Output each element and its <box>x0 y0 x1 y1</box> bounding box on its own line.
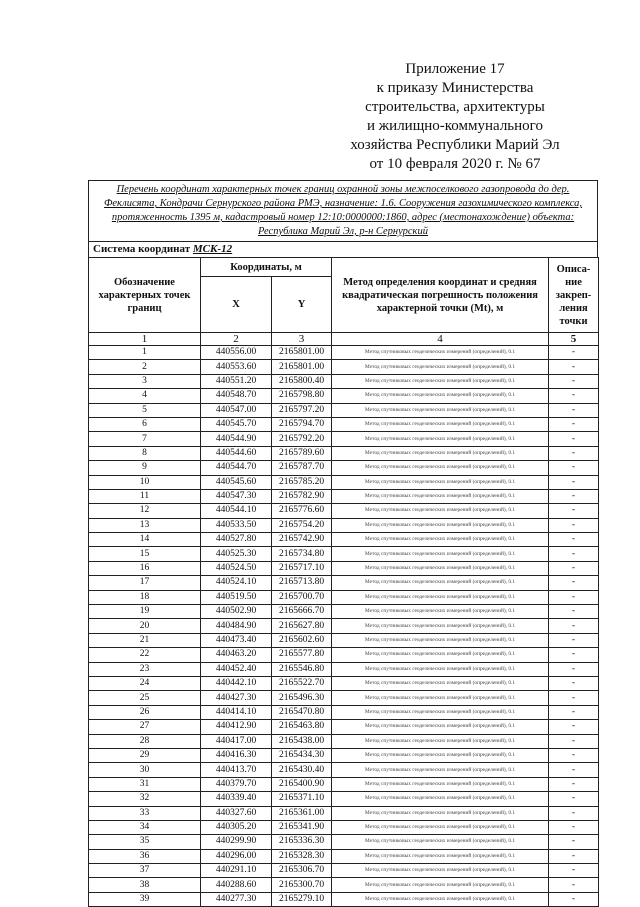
method-cell: Метод спутниковых геодезических измерений (определений), 0.1 <box>332 360 549 374</box>
point-number: 2 <box>89 360 201 374</box>
method-cell: Метод спутниковых геодезических измерений (определений), 0.1 <box>332 403 549 417</box>
point-number: 21 <box>89 633 201 647</box>
column-number: 3 <box>272 333 332 346</box>
table-row <box>89 662 599 676</box>
coordinate-y: 2165787.70 <box>272 461 332 475</box>
method-cell: Метод спутниковых геодезических измерений (определений), 0.1 <box>332 763 549 777</box>
point-number: 10 <box>89 475 201 489</box>
point-number: 27 <box>89 720 201 734</box>
point-number: 22 <box>89 648 201 662</box>
point-number: 38 <box>89 878 201 892</box>
coordinate-x: 440296.00 <box>201 849 272 863</box>
fixing-cell: - <box>549 590 599 604</box>
method-cell: Метод спутниковых геодезических измерений (определений), 0.1 <box>332 691 549 705</box>
coordinates-table <box>88 257 599 907</box>
appendix-line: хозяйства Республики Марий Эл <box>350 137 560 153</box>
point-number: 37 <box>89 864 201 878</box>
fixing-cell: - <box>549 763 599 777</box>
fixing-cell: - <box>549 633 599 647</box>
coordinate-x: 440551.20 <box>201 374 272 388</box>
coordinate-y: 2165361.00 <box>272 806 332 820</box>
header-fixing: Описа-ние закреп-ления точки <box>549 258 599 333</box>
method-cell: Метод спутниковых геодезических измерений (определений), 0.1 <box>332 619 549 633</box>
coordinate-y: 2165328.30 <box>272 849 332 863</box>
method-cell: Метод спутниковых геодезических измерений (определений), 0.1 <box>332 705 549 719</box>
table-row <box>89 360 599 374</box>
header-method: Метод определения координат и средняя квадратическая погрешность положения характерной точки (Mt), м <box>332 258 549 333</box>
table-row <box>89 763 599 777</box>
coordinate-x: 440525.30 <box>201 547 272 561</box>
coordinate-y: 2165430.40 <box>272 763 332 777</box>
header-y: Y <box>272 277 332 333</box>
method-cell: Метод спутниковых геодезических измерений (определений), 0.1 <box>332 792 549 806</box>
point-number: 9 <box>89 461 201 475</box>
method-cell: Метод спутниковых геодезических измерений (определений), 0.1 <box>332 533 549 547</box>
coordinate-y: 2165789.60 <box>272 446 332 460</box>
coordinate-x: 440548.70 <box>201 389 272 403</box>
coordinate-x: 440305.20 <box>201 820 272 834</box>
method-cell: Метод спутниковых геодезических измерений (определений), 0.1 <box>332 547 549 561</box>
point-number: 35 <box>89 835 201 849</box>
fixing-cell: - <box>549 792 599 806</box>
appendix-line: Приложение 17 <box>405 61 505 77</box>
table-row <box>89 518 599 532</box>
method-cell: Метод спутниковых геодезических измерений (определений), 0.1 <box>332 605 549 619</box>
coordinate-y: 2165800.40 <box>272 374 332 388</box>
method-cell: Метод спутниковых геодезических измерений (определений), 0.1 <box>332 446 549 460</box>
coordinate-x: 440442.10 <box>201 676 272 690</box>
fixing-cell: - <box>549 360 599 374</box>
fixing-cell: - <box>549 504 599 518</box>
fixing-cell: - <box>549 561 599 575</box>
method-cell: Метод спутниковых геодезических измерений (определений), 0.1 <box>332 489 549 503</box>
fixing-cell: - <box>549 691 599 705</box>
table-row <box>89 389 599 403</box>
table-row <box>89 403 599 417</box>
fixing-cell: - <box>549 849 599 863</box>
table-row <box>89 720 599 734</box>
method-cell: Метод спутниковых геодезических измерений (определений), 0.1 <box>332 576 549 590</box>
method-cell: Метод спутниковых геодезических измерений (определений), 0.1 <box>332 849 549 863</box>
point-number: 30 <box>89 763 201 777</box>
method-cell: Метод спутниковых геодезических измерений (определений), 0.1 <box>332 461 549 475</box>
coordinate-x: 440339.40 <box>201 792 272 806</box>
point-number: 6 <box>89 417 201 431</box>
table-row <box>89 864 599 878</box>
method-cell: Метод спутниковых геодезических измерений (определений), 0.1 <box>332 748 549 762</box>
fixing-cell: - <box>549 518 599 532</box>
coordinate-system <box>88 241 598 257</box>
fixing-cell: - <box>549 864 599 878</box>
point-number: 4 <box>89 389 201 403</box>
fixing-cell: - <box>549 489 599 503</box>
coordinate-x: 440299.90 <box>201 835 272 849</box>
fixing-cell: - <box>549 892 599 906</box>
fixing-cell: - <box>549 878 599 892</box>
method-cell: Метод спутниковых геодезических измерений (определений), 0.1 <box>332 676 549 690</box>
table-row <box>89 705 599 719</box>
table-row <box>89 417 599 431</box>
point-number: 31 <box>89 777 201 791</box>
coordinates-document <box>88 180 598 907</box>
method-cell: Метод спутниковых геодезических измерений (определений), 0.1 <box>332 389 549 403</box>
coordinate-y: 2165336.30 <box>272 835 332 849</box>
table-row <box>89 605 599 619</box>
coordinate-x: 440524.10 <box>201 576 272 590</box>
method-cell: Метод спутниковых геодезических измерений (определений), 0.1 <box>332 417 549 431</box>
coordinate-x: 440519.50 <box>201 590 272 604</box>
coordinate-y: 2165742.90 <box>272 533 332 547</box>
fixing-cell: - <box>549 820 599 834</box>
coordinate-y: 2165602.60 <box>272 633 332 647</box>
method-cell: Метод спутниковых геодезических измерений (определений), 0.1 <box>332 820 549 834</box>
appendix-header <box>330 60 580 174</box>
table-row <box>89 820 599 834</box>
coordinate-y: 2165300.70 <box>272 878 332 892</box>
column-number-row <box>89 333 599 346</box>
table-row <box>89 561 599 575</box>
method-cell: Метод спутниковых геодезических измерений (определений), 0.1 <box>332 346 549 360</box>
fixing-cell: - <box>549 403 599 417</box>
fixing-cell: - <box>549 648 599 662</box>
coordinate-x: 440545.70 <box>201 417 272 431</box>
point-number: 36 <box>89 849 201 863</box>
coordinate-x: 440291.10 <box>201 864 272 878</box>
point-number: 12 <box>89 504 201 518</box>
fixing-cell: - <box>549 446 599 460</box>
fixing-cell: - <box>549 720 599 734</box>
coordinate-y: 2165801.00 <box>272 346 332 360</box>
fixing-cell: - <box>549 619 599 633</box>
coordinate-x: 440417.00 <box>201 734 272 748</box>
coordinate-y: 2165792.20 <box>272 432 332 446</box>
table-row <box>89 346 599 360</box>
fixing-cell: - <box>549 705 599 719</box>
fixing-cell: - <box>549 547 599 561</box>
coordinate-x: 440463.20 <box>201 648 272 662</box>
fixing-cell: - <box>549 389 599 403</box>
coordinate-y: 2165400.90 <box>272 777 332 791</box>
table-row <box>89 633 599 647</box>
point-number: 24 <box>89 676 201 690</box>
table-row <box>89 446 599 460</box>
coordinate-y: 2165798.80 <box>272 389 332 403</box>
coordinate-x: 440544.10 <box>201 504 272 518</box>
point-number: 17 <box>89 576 201 590</box>
point-number: 16 <box>89 561 201 575</box>
coordinate-y: 2165627.80 <box>272 619 332 633</box>
coordinate-y: 2165463.80 <box>272 720 332 734</box>
appendix-line: к приказу Министерства <box>376 80 534 96</box>
fixing-cell: - <box>549 432 599 446</box>
point-number: 15 <box>89 547 201 561</box>
point-number: 11 <box>89 489 201 503</box>
coordinate-x: 440556.00 <box>201 346 272 360</box>
coordinate-y: 2165546.80 <box>272 662 332 676</box>
point-number: 29 <box>89 748 201 762</box>
coordinate-x: 440413.70 <box>201 763 272 777</box>
point-number: 23 <box>89 662 201 676</box>
fixing-cell: - <box>549 806 599 820</box>
coordinate-y: 2165713.80 <box>272 576 332 590</box>
method-cell: Метод спутниковых геодезических измерений (определений), 0.1 <box>332 590 549 604</box>
coordinate-x: 440427.30 <box>201 691 272 705</box>
coordinate-y: 2165577.80 <box>272 648 332 662</box>
table-row <box>89 748 599 762</box>
point-number: 28 <box>89 734 201 748</box>
method-cell: Метод спутниковых геодезических измерений (определений), 0.1 <box>332 633 549 647</box>
point-number: 39 <box>89 892 201 906</box>
coordinate-system-value: МСК-12 <box>192 243 233 255</box>
coordinate-y: 2165371.10 <box>272 792 332 806</box>
table-row <box>89 461 599 475</box>
table-row <box>89 892 599 906</box>
method-cell: Метод спутниковых геодезических измерений (определений), 0.1 <box>332 504 549 518</box>
point-number: 33 <box>89 806 201 820</box>
object-description: Перечень координат характерных точек границ охранной зоны межпоселкового газопровода до дер. Феклисята, Кондрачи Сернурского района РМЭ, назначение: 1.6. Сооружения газохимического комплекса, протяженность 1395 м, кадастровый номер 12:10:0000000:1860, адрес (местонахождение) объекта: Республика Марий Эл, р-н Сернурский <box>88 180 598 241</box>
point-number: 19 <box>89 605 201 619</box>
coordinate-x: 440524.50 <box>201 561 272 575</box>
table-row <box>89 792 599 806</box>
table-row <box>89 835 599 849</box>
table-row <box>89 590 599 604</box>
table-row <box>89 734 599 748</box>
coordinate-x: 440502.90 <box>201 605 272 619</box>
coordinate-system-label: Система координат <box>93 243 191 255</box>
table-row <box>89 475 599 489</box>
appendix-line: от 10 февраля 2020 г. № 67 <box>369 156 541 172</box>
coordinate-y: 2165306.70 <box>272 864 332 878</box>
method-cell: Метод спутниковых геодезических измерений (определений), 0.1 <box>332 835 549 849</box>
table-row <box>89 676 599 690</box>
table-row <box>89 576 599 590</box>
coordinate-y: 2165522.70 <box>272 676 332 690</box>
coordinate-x: 440379.70 <box>201 777 272 791</box>
table-row <box>89 533 599 547</box>
coordinate-y: 2165717.10 <box>272 561 332 575</box>
point-number: 13 <box>89 518 201 532</box>
point-number: 34 <box>89 820 201 834</box>
column-number: 4 <box>332 333 549 346</box>
method-cell: Метод спутниковых геодезических измерений (определений), 0.1 <box>332 561 549 575</box>
method-cell: Метод спутниковых геодезических измерений (определений), 0.1 <box>332 720 549 734</box>
coordinate-x: 440414.10 <box>201 705 272 719</box>
table-row <box>89 878 599 892</box>
column-number: 1 <box>89 333 201 346</box>
fixing-cell: - <box>549 676 599 690</box>
method-cell: Метод спутниковых геодезических измерений (определений), 0.1 <box>332 734 549 748</box>
column-number: 2 <box>201 333 272 346</box>
method-cell: Метод спутниковых геодезических измерений (определений), 0.1 <box>332 475 549 489</box>
point-number: 20 <box>89 619 201 633</box>
coordinate-x: 440416.30 <box>201 748 272 762</box>
point-number: 3 <box>89 374 201 388</box>
point-number: 18 <box>89 590 201 604</box>
fixing-cell: - <box>549 835 599 849</box>
fixing-cell: - <box>549 576 599 590</box>
method-cell: Метод спутниковых геодезических измерений (определений), 0.1 <box>332 518 549 532</box>
fixing-cell: - <box>549 417 599 431</box>
point-number: 26 <box>89 705 201 719</box>
column-number: 5 <box>549 333 599 346</box>
coordinate-x: 440544.70 <box>201 461 272 475</box>
method-cell: Метод спутниковых геодезических измерений (определений), 0.1 <box>332 892 549 906</box>
table-row <box>89 691 599 705</box>
coordinate-x: 440553.60 <box>201 360 272 374</box>
coordinate-y: 2165700.70 <box>272 590 332 604</box>
coordinate-y: 2165496.30 <box>272 691 332 705</box>
coordinate-x: 440473.40 <box>201 633 272 647</box>
fixing-cell: - <box>549 475 599 489</box>
coordinate-x: 440527.80 <box>201 533 272 547</box>
fixing-cell: - <box>549 777 599 791</box>
fixing-cell: - <box>549 605 599 619</box>
fixing-cell: - <box>549 662 599 676</box>
header-coordinates: Координаты, м <box>201 258 332 277</box>
method-cell: Метод спутниковых геодезических измерений (определений), 0.1 <box>332 806 549 820</box>
method-cell: Метод спутниковых геодезических измерений (определений), 0.1 <box>332 864 549 878</box>
coordinate-y: 2165279.10 <box>272 892 332 906</box>
coordinate-y: 2165666.70 <box>272 605 332 619</box>
appendix-line: строительства, архитектуры <box>365 99 545 115</box>
table-row <box>89 619 599 633</box>
coordinate-y: 2165776.60 <box>272 504 332 518</box>
table-row <box>89 777 599 791</box>
coordinate-y: 2165801.00 <box>272 360 332 374</box>
fixing-cell: - <box>549 346 599 360</box>
coordinate-y: 2165794.70 <box>272 417 332 431</box>
coordinate-y: 2165734.80 <box>272 547 332 561</box>
point-number: 14 <box>89 533 201 547</box>
coordinates-table-body <box>89 346 599 907</box>
table-row <box>89 432 599 446</box>
coordinate-x: 440544.90 <box>201 432 272 446</box>
point-number: 5 <box>89 403 201 417</box>
method-cell: Метод спутниковых геодезических измерений (определений), 0.1 <box>332 648 549 662</box>
coordinate-y: 2165754.20 <box>272 518 332 532</box>
table-row <box>89 489 599 503</box>
point-number: 25 <box>89 691 201 705</box>
coordinate-y: 2165470.80 <box>272 705 332 719</box>
method-cell: Метод спутниковых геодезических измерений (определений), 0.1 <box>332 878 549 892</box>
point-number: 8 <box>89 446 201 460</box>
coordinate-x: 440547.00 <box>201 403 272 417</box>
method-cell: Метод спутниковых геодезических измерений (определений), 0.1 <box>332 777 549 791</box>
coordinate-y: 2165797.20 <box>272 403 332 417</box>
fixing-cell: - <box>549 374 599 388</box>
coordinate-y: 2165438.00 <box>272 734 332 748</box>
table-row <box>89 374 599 388</box>
coordinate-y: 2165434.30 <box>272 748 332 762</box>
coordinate-x: 440484.90 <box>201 619 272 633</box>
method-cell: Метод спутниковых геодезических измерений (определений), 0.1 <box>332 374 549 388</box>
coordinate-x: 440452.40 <box>201 662 272 676</box>
point-number: 32 <box>89 792 201 806</box>
fixing-cell: - <box>549 734 599 748</box>
coordinate-y: 2165341.90 <box>272 820 332 834</box>
coordinate-y: 2165785.20 <box>272 475 332 489</box>
header-point-designation: Обозначение характерных точек границ <box>89 258 201 333</box>
table-row <box>89 504 599 518</box>
coordinate-y: 2165782.90 <box>272 489 332 503</box>
header-x: X <box>201 277 272 333</box>
coordinate-x: 440547.30 <box>201 489 272 503</box>
table-row <box>89 849 599 863</box>
table-row <box>89 547 599 561</box>
coordinate-x: 440327.60 <box>201 806 272 820</box>
coordinate-x: 440533.50 <box>201 518 272 532</box>
table-row <box>89 806 599 820</box>
fixing-cell: - <box>549 533 599 547</box>
fixing-cell: - <box>549 748 599 762</box>
method-cell: Метод спутниковых геодезических измерений (определений), 0.1 <box>332 662 549 676</box>
fixing-cell: - <box>549 461 599 475</box>
coordinate-x: 440545.60 <box>201 475 272 489</box>
point-number: 1 <box>89 346 201 360</box>
coordinate-x: 440277.30 <box>201 892 272 906</box>
coordinate-x: 440544.60 <box>201 446 272 460</box>
method-cell: Метод спутниковых геодезических измерений (определений), 0.1 <box>332 432 549 446</box>
table-row <box>89 648 599 662</box>
coordinate-x: 440288.60 <box>201 878 272 892</box>
coordinate-x: 440412.90 <box>201 720 272 734</box>
appendix-line: и жилищно-коммунального <box>367 118 543 134</box>
point-number: 7 <box>89 432 201 446</box>
